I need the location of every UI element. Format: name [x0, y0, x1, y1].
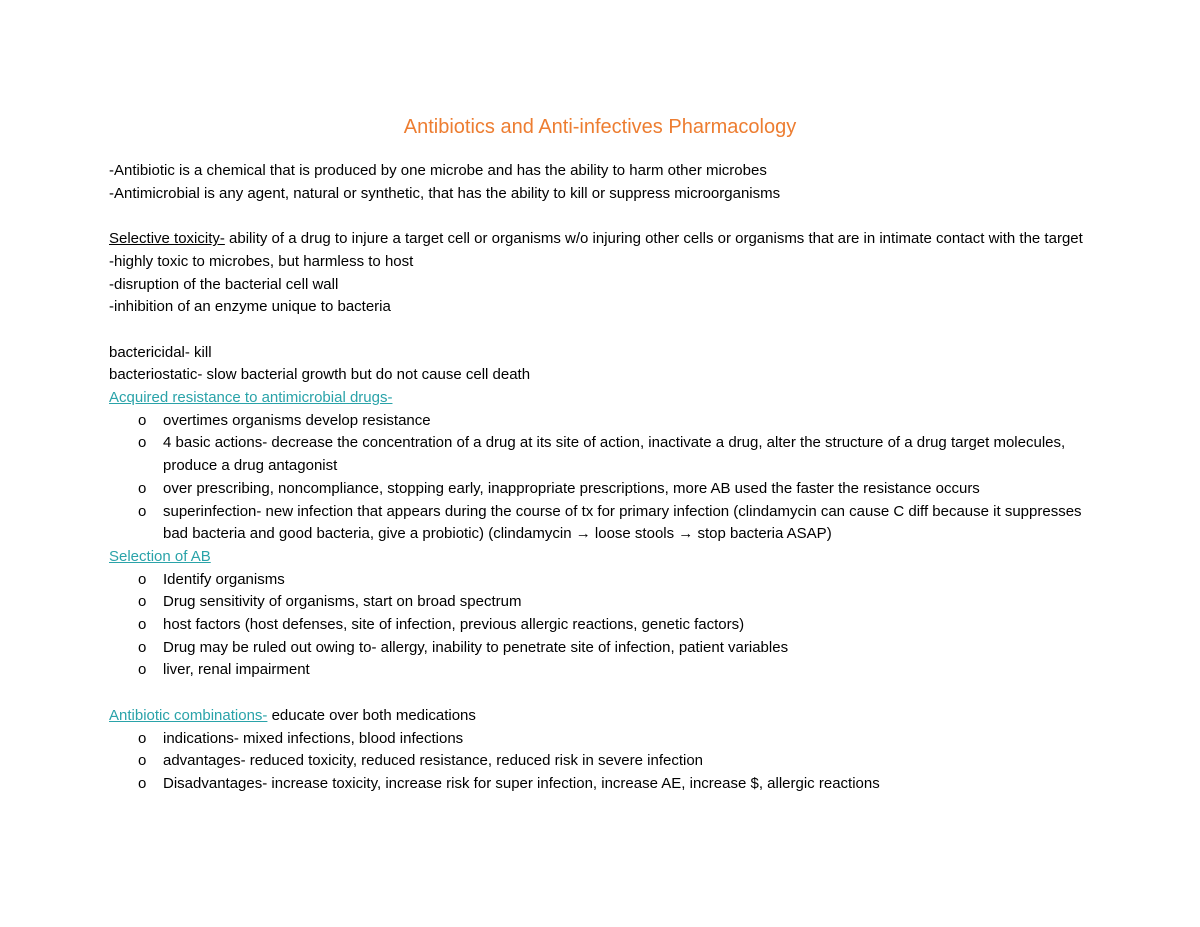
bullet-marker: o — [138, 411, 147, 429]
arrow-right-icon: → — [678, 525, 694, 543]
list-item-text: 4 basic actions- decrease the concentration of a drug at its site of action, inactivate a drug, alter the structure of a drug target molecules, produce a drug antagonist — [163, 434, 1066, 475]
list-item — [109, 591, 1109, 614]
selective-point: -inhibition of an enzyme unique to bacteria — [109, 298, 391, 316]
blank-line — [109, 205, 1109, 228]
list-item — [109, 410, 1109, 433]
selective-toxicity-text: ability of a drug to injure a target cell or organisms w/o injuring other cells or organisms that are in intimate contact with the target — [224, 230, 1083, 248]
list-item — [109, 478, 1109, 501]
list-item — [109, 659, 1109, 682]
combinations-list — [109, 728, 1109, 796]
bullet-marker: o — [138, 479, 147, 497]
list-item — [109, 637, 1109, 660]
list-item-text: liver, renal impairment — [163, 661, 310, 679]
list-item-text: indications- mixed infections, blood infections — [163, 729, 464, 747]
list-item-text: Drug sensitivity of organisms, start on broad spectrum — [163, 593, 522, 611]
bullet-marker: o — [138, 502, 147, 520]
document-body — [109, 160, 1109, 796]
bullet-marker: o — [138, 570, 147, 588]
combinations-heading-link[interactable]: Antibiotic combinations- — [109, 706, 268, 724]
list-item — [109, 750, 1109, 773]
list-item — [109, 614, 1109, 637]
list-item-text: superinfection- new infection that appears during the course of tx for primary infection (clindamycin can cause C diff because it suppresses bad bacteria and good bacteria, give a probiotic) (clindamycin — [163, 502, 1082, 543]
bullet-marker: o — [138, 774, 147, 792]
bullet-marker: o — [138, 434, 147, 452]
list-item-text: loose stools — [590, 525, 679, 543]
bactericidal-line: bactericidal- kill — [109, 343, 212, 361]
list-item-text: overtimes organisms develop resistance — [163, 411, 431, 429]
selection-heading-link[interactable]: Selection of AB — [109, 547, 211, 565]
blank-line — [109, 319, 1109, 342]
resistance-heading[interactable] — [109, 387, 1109, 410]
bullet-marker: o — [138, 616, 147, 634]
selective-toxicity-paragraph — [109, 228, 1109, 251]
list-item-text: Drug may be ruled out owing to- allergy, inability to penetrate site of infection, patient variables — [163, 638, 789, 656]
bullet-marker: o — [138, 638, 147, 656]
selective-point: -highly toxic to microbes, but harmless to host — [109, 252, 414, 270]
arrow-right-icon: → — [575, 525, 591, 543]
definition-antimicrobial: -Antimicrobial is any agent, natural or synthetic, that has the ability to kill or suppress microorganisms — [109, 184, 781, 202]
list-item-text: host factors (host defenses, site of infection, previous allergic reactions, genetic factors) — [163, 616, 745, 634]
bullet-marker: o — [138, 729, 147, 747]
resistance-heading-link[interactable]: Acquired resistance to antimicrobial drugs- — [109, 389, 393, 406]
combinations-paragraph — [109, 705, 1109, 728]
list-item-text: over prescribing, noncompliance, stopping early, inappropriate prescriptions, more AB used the faster the resistance occurs — [163, 479, 980, 497]
selective-toxicity-heading: Selective toxicity- — [109, 230, 225, 248]
resistance-list — [109, 410, 1109, 546]
bullet-marker: o — [138, 661, 147, 679]
list-item-text: stop bacteria ASAP) — [693, 525, 832, 543]
document-title: Antibiotics and Anti-infectives Pharmacology — [403, 116, 797, 138]
selection-list — [109, 569, 1109, 683]
list-item-text: Identify organisms — [163, 570, 285, 588]
list-item — [109, 728, 1109, 751]
bullet-marker: o — [138, 593, 147, 611]
list-item-text: advantages- reduced toxicity, reduced resistance, reduced risk in severe infection — [163, 752, 704, 770]
list-item — [109, 773, 1109, 796]
bacteriostatic-line: bacteriostatic- slow bacterial growth but do not cause cell death — [109, 366, 531, 384]
list-item — [109, 501, 1109, 546]
selection-heading[interactable] — [109, 546, 1109, 569]
blank-line — [109, 682, 1109, 705]
list-item — [109, 432, 1109, 477]
combinations-text: educate over both medications — [267, 706, 476, 724]
definition-antibiotic: -Antibiotic is a chemical that is produced by one microbe and has the ability to harm other microbes — [109, 162, 767, 179]
bullet-marker: o — [138, 752, 147, 770]
list-item — [109, 569, 1109, 592]
selective-point: -disruption of the bacterial cell wall — [109, 275, 339, 293]
list-item-text: Disadvantages- increase toxicity, increase risk for super infection, increase AE, increase $, allergic reactions — [163, 774, 880, 792]
